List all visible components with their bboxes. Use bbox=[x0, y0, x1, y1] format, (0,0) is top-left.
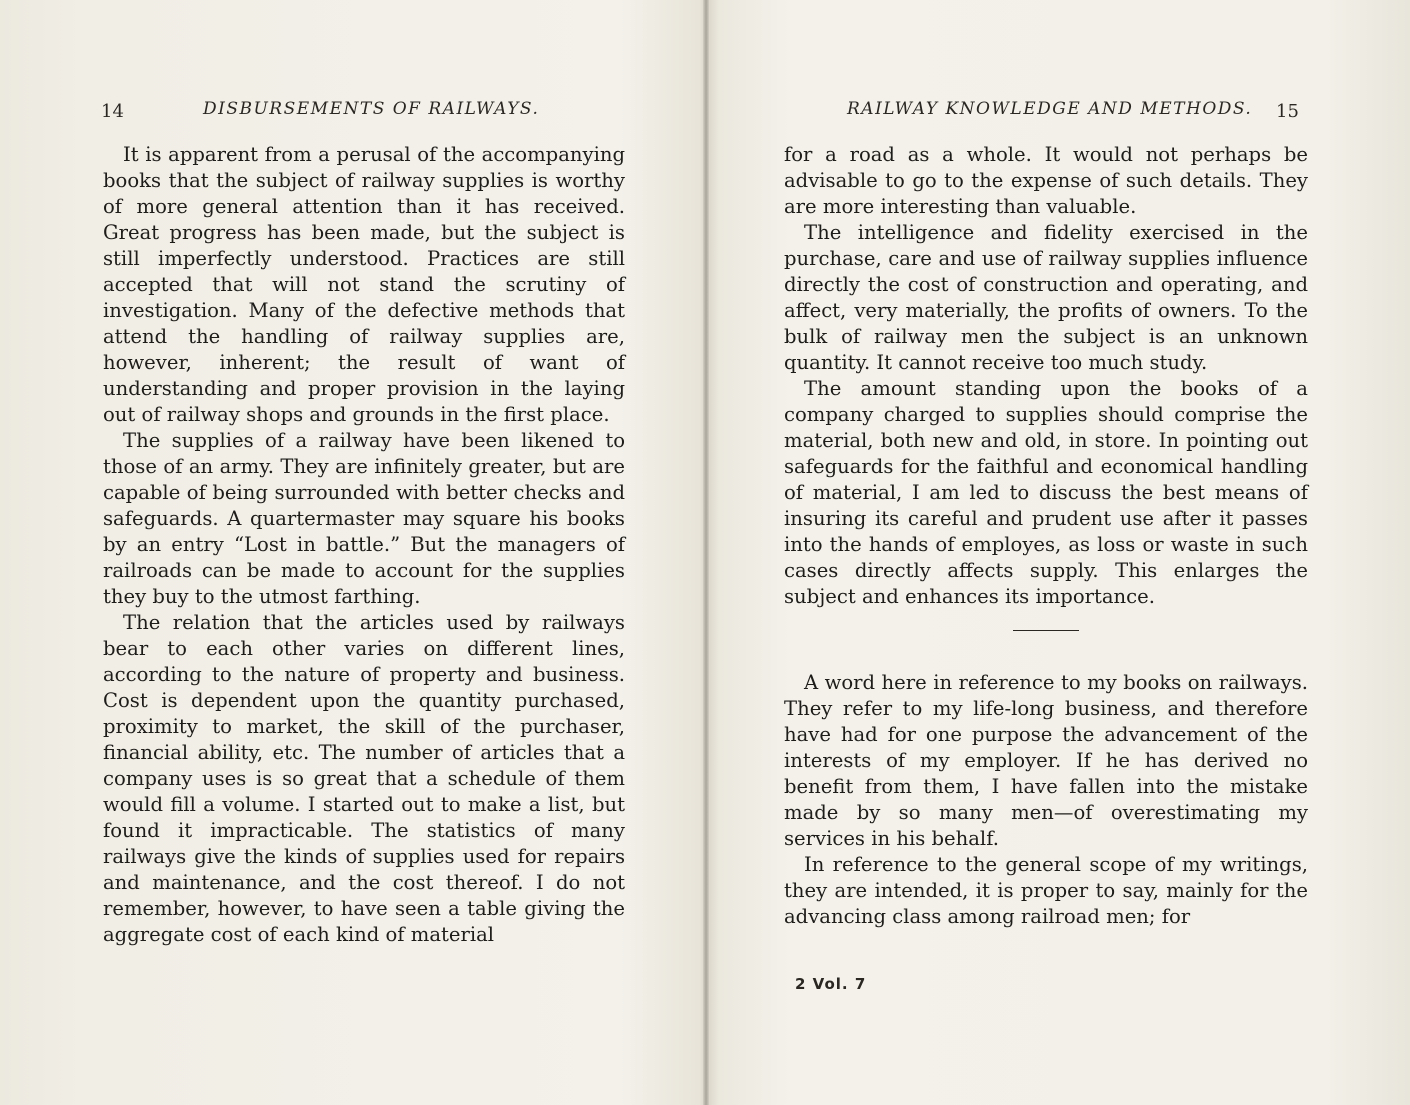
paragraph: The relation that the articles used by railways bear to each other varies on different lines, according to the nature of property and business. Cost is dependent upon the quantity purchased, proximity to market, the skill of the purchaser, financial ability, etc. The number of articles that a company uses is so great that a schedule of them would fill a volume. I started out to make a list, but found it impracticable. The statistics of many railways give the kinds of supplies used for repairs and maintenance, and the cost thereof. I do not remember, however, to have seen a table giving the aggregate cost of each kind of material bbox=[103, 611, 625, 946]
paragraph: A word here in reference to my books on railways. They refer to my life-long business, and therefore have had for one purpose the advancement of the interests of my employer. If he has derived no benefit from them, I have fallen into the mistake made by so many men—of overestimating my services in his behalf. bbox=[784, 671, 1308, 850]
page-body bbox=[784, 142, 1308, 930]
paragraph: The supplies of a railway have been likened to those of an army. They are infinitely greater, but are capable of being surrounded with better checks and safeguards. A quartermaster may square his books by an entry “Lost in battle.” But the managers of railroads can be made to account for the supplies they buy to the utmost farthing. bbox=[103, 429, 625, 608]
paragraph: In reference to the general scope of my writings, they are intended, it is proper to say, mainly for the advancing class among railroad men; for bbox=[784, 853, 1308, 928]
page-body bbox=[103, 142, 625, 948]
running-head: RAILWAY KNOWLEDGE AND METHODS. bbox=[847, 99, 1253, 119]
signature-mark: 2 Vol. 7 bbox=[795, 975, 867, 993]
page-number: 14 bbox=[101, 101, 124, 122]
paragraph: The intelligence and fidelity exercised in the purchase, care and use of railway supplies influence directly the cost of construction and operating, and affect, very materially, the profits of owners. To the bulk of railway men the subject is an unknown quantity. It cannot receive too much study. bbox=[784, 221, 1308, 374]
right-page bbox=[709, 0, 1410, 1105]
page-number: 15 bbox=[1276, 101, 1299, 122]
running-head: DISBURSEMENTS OF RAILWAYS. bbox=[203, 99, 540, 119]
paragraph: It is apparent from a perusal of the accompanying books that the subject of railway supplies is worthy of more general attention than it has received. Great progress has been made, but the subject is still imperfectly understood. Practices are still accepted that will not stand the scrutiny of investigation. Many of the defective methods that attend the handling of railway supplies are, however, inherent; the result of want of understanding and proper provision in the laying out of railway shops and grounds in the first place. bbox=[103, 143, 625, 426]
paragraph: The amount standing upon the books of a company charged to supplies should comprise the material, both new and old, in store. In pointing out safeguards for the faithful and economical handling of material, I am led to discuss the best means of insuring its careful and prudent use after it passes into the hands of employes, as loss or waste in such cases directly affects supply. This enlarges the subject and enhances its importance. bbox=[784, 377, 1308, 608]
left-page bbox=[0, 0, 703, 1105]
paragraph: for a road as a whole. It would not perhaps be advisable to go to the expense of such details. They are more interesting than valuable. bbox=[784, 143, 1308, 218]
section-divider bbox=[1013, 630, 1079, 631]
